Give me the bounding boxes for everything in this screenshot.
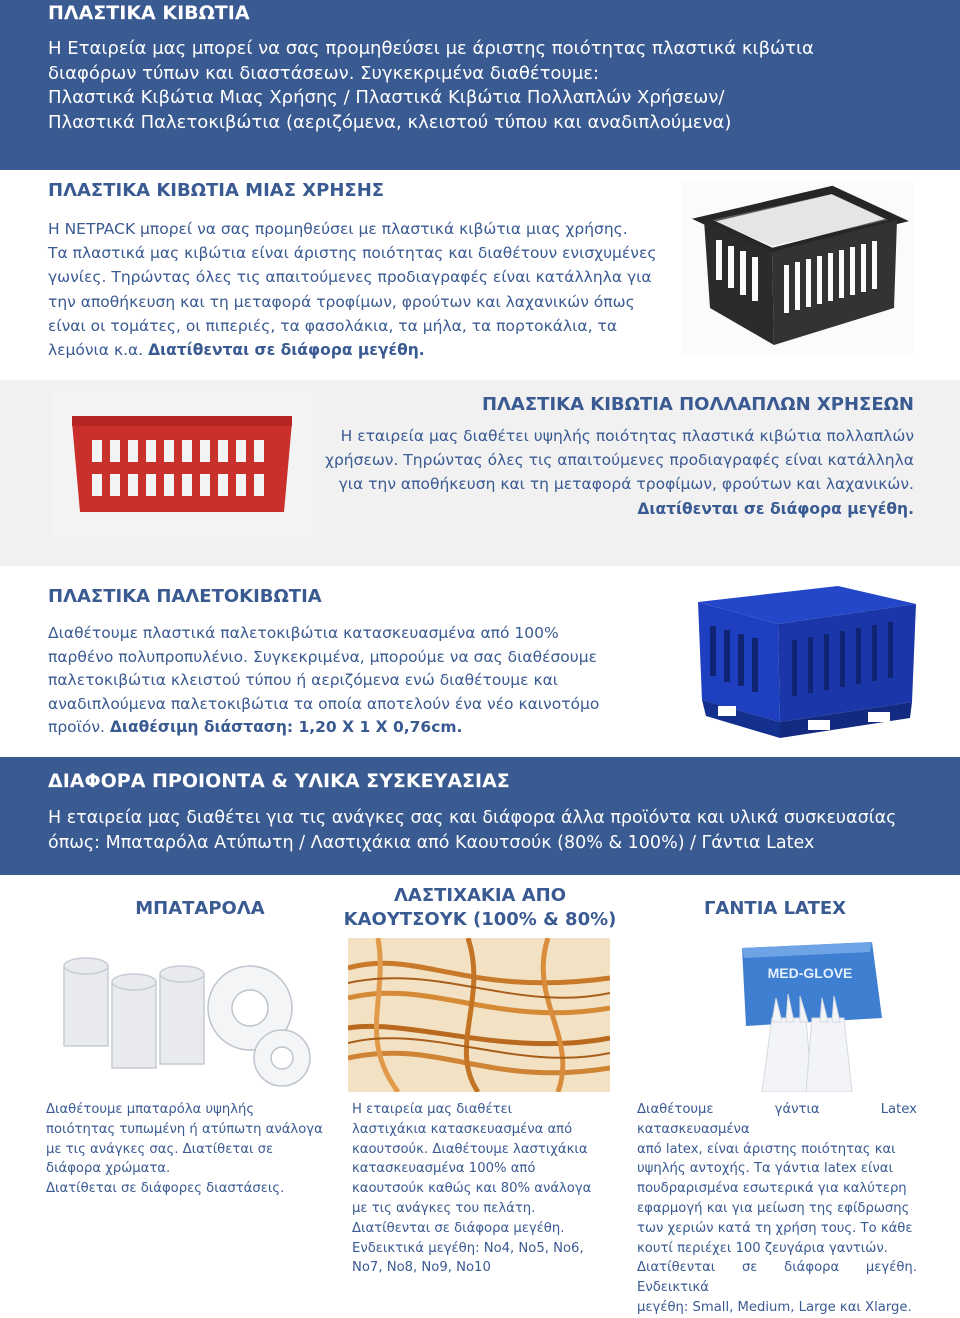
text-line: Ενδεικτικά μεγέθη: No4, No5, No6, [352,1240,584,1256]
emphasis-text: Διατίθενται σε διάφορα μεγέθη. [637,499,914,518]
title-line: ΚΑΟΥΤΣΟΥΚ (100% & 80%) [343,909,617,930]
tape-description [46,1100,336,1199]
glove-box-brand: MED-GLOVE [767,965,853,981]
black-crate-image [682,180,914,356]
latex-gloves-image [702,938,914,1092]
text-line [48,716,648,740]
text-line: Η εταιρεία μας διαθέτει για τις ανάγκες σας και διάφορα άλλα προϊόντα και υλικά συσκευασίας [48,808,897,828]
text-line: Διατίθενται σε διάφορα μεγέθη. Ενδεικτικά [637,1260,917,1296]
text-line: διάφορα χρώματα. [46,1161,171,1177]
text-line: κουτί περιέχει 100 ζευγάρια γαντιών. [637,1240,888,1256]
intro-line: διαφόρων τύπων και διαστάσεων. Συγκεκριμένα διαθέτουμε: [48,62,600,84]
text-line: όπως: Μπαταρόλα Ατύπωτη / Λαστιχάκια από Καουτσούκ (80% & 100%) / Γάντια Latex [48,832,815,853]
single-use-text [48,217,668,362]
text-line: Διατίθενται σε διάφορα μεγέθη. [352,1220,565,1236]
text-line: Διατίθεται σε διάφορες διαστάσεις. [46,1181,285,1197]
text-line: Διαθέτουμε πλαστικά παλετοκιβώτια κατασκευασμένα από 100% [48,624,559,642]
tape-rolls-image [50,938,318,1092]
text-line [48,338,668,362]
emphasis-text: Διαθέσιμη διάσταση: 1,20 Χ 1 Χ 0,76cm. [109,718,463,736]
rubber-bands-description [352,1100,612,1278]
text-line: Διαθέτουμε γάντια Latex κατασκευασμένα [637,1102,917,1137]
text-line: Διαθέτουμε μπαταρόλα υψηλής [46,1102,255,1117]
text-line: καουτσούκ. Διαθέτουμε λαστιχάκια [352,1141,588,1157]
intro-line: Η Εταιρεία μας μπορεί να σας προμηθεύσει με άριστης ποιότητας πλαστικά κιβώτια [48,38,814,59]
text-line: των χεριών κατά τη χρήση τους. Το κάθε [637,1220,913,1236]
text-line: με τις ανάγκες του πελάτη. [352,1200,536,1216]
other-products-text [48,806,928,855]
text-line: αναδιπλούμενα παλετοκιβώτια τα οποία αποτελούν ένα νέο καινοτόμο [48,694,600,713]
section-title-other-products: ΔΙΑΦΟΡΑ ΠΡΟΙΟΝΤΑ & ΥΛΙΚΑ ΣΥΣΚΕΥΑΣΙΑΣ [48,770,510,792]
text-line: υψηλής αντοχής. Τα γάντια latex είναι [637,1161,893,1177]
intro-line: Πλαστικά Παλετοκιβώτια (αεριζόμενα, κλειστού τύπου και αναδιπλούμενα) [48,111,732,133]
product-title-gloves: ΓΑΝΤΙΑ LATEX [703,898,847,919]
section-title-pallet-boxes: ΠΛΑΣΤΙΚΑ ΠΑΛΕΤΟΚΙΒΩΤΙΑ [48,586,322,607]
text-line: καουτσούκ καθώς και 80% ανάλογα [352,1181,592,1197]
text-line: λαστιχάκια κατασκευασμένα από [352,1121,573,1137]
text-line: ποιότητας τυπωμένη ή ατύπωτη ανάλογα [46,1121,323,1137]
multi-use-text [324,424,914,521]
section-title-plastic-crates: ΠΛΑΣΤΙΚΑ ΚΙΒΩΤΙΑ [48,2,250,24]
text-line: No7, No8, No9, No10 [352,1260,491,1276]
blue-pallet-box-image [688,582,920,742]
text-line: είναι οι τομάτες, οι πιπεριές, τα φασολάκια, τα μήλα, τα πορτοκάλια, τα [48,316,618,335]
text-line: γωνίες. Τηρώντας όλες τις απαιτούμενες προδιαγραφές είναι κατάλληλα για [48,268,652,287]
product-title-rubber-bands [330,884,630,932]
section-title-single-use: ΠΛΑΣΤΙΚΑ ΚΙΒΩΤΙΑ ΜΙΑΣ ΧΡΗΣΗΣ [48,180,385,201]
text-line: χρήσεων. Τηρώντας όλες τις απαιτούμενες προδιαγραφές είναι κατάλληλα [325,451,914,470]
red-crate-image [52,392,314,538]
title-line: ΛΑΣΤΙΧΑΚΙΑ ΑΠΟ [393,885,567,906]
text-line: από latex, είναι άριστης ποιότητας και [637,1141,896,1157]
text-line: Η εταιρεία μας διαθέτει [352,1102,513,1117]
text-line: Η NETPACK μπορεί να σας προμηθεύσει με πλαστικά κιβώτια μιας χρήσης. [48,220,628,238]
emphasis-text: Διατίθενται σε διάφορα μεγέθη. [148,341,425,360]
text-line: την αποθήκευση και τη μεταφορά τροφίμων, φρούτων και λαχανικών όπως [48,292,635,311]
pallet-boxes-text [48,622,648,740]
text-line: για την αποθήκευση και τη μεταφορά τροφίμων, φρούτων και λαχανικών. [338,475,914,494]
intro-line: Πλαστικά Κιβώτια Μιας Χρήσης / Πλαστικά Κιβώτια Πολλαπλών Χρήσεων/ [48,87,725,108]
text-line: μεγέθη: Small, Medium, Large και Xlarge. [637,1299,912,1315]
text-line: παρθένο πολυπροπυλένιο. Συγκεκριμένα, μπορούμε να σας διαθέσουμε [48,647,597,666]
section-title-multi-use: ΠΛΑΣΤΙΚΑ ΚΙΒΩΤΙΑ ΠΟΛΛΑΠΛΩΝ ΧΡΗΣΕΩΝ [481,394,914,415]
text-line: παλετοκιβώτια κλειστού τύπου ή αεριζόμενα ενώ διαθέτουμε και [48,671,559,689]
text-line: κατασκευασμένα 100% από [352,1161,536,1177]
text-segment: προϊόν. [48,718,105,736]
gloves-description [637,1100,917,1318]
intro-band [0,0,960,170]
text-line: πουδραρισμένα εσωτερικά για καλύτερη [637,1181,907,1197]
product-title-tape: ΜΠΑΤΑΡΟΛΑ [135,898,265,919]
text-line: Η εταιρεία μας διαθέτει υψηλής ποιότητας πλαστικά κιβώτια πολλαπλών [340,427,914,445]
text-line: Τα πλαστικά μας κιβώτια είναι άριστης ποιότητας και διαθέτουν ενισχυμένες [48,244,657,263]
text-segment: λεμόνια κ.α. [48,341,144,360]
intro-text [48,37,928,135]
text-line: εφαρμογή και για μείωση της εφίδρωσης [637,1200,910,1216]
rubber-bands-image [348,938,610,1092]
text-line: με τις ανάγκες σας. Διατίθεται σε [46,1141,274,1157]
